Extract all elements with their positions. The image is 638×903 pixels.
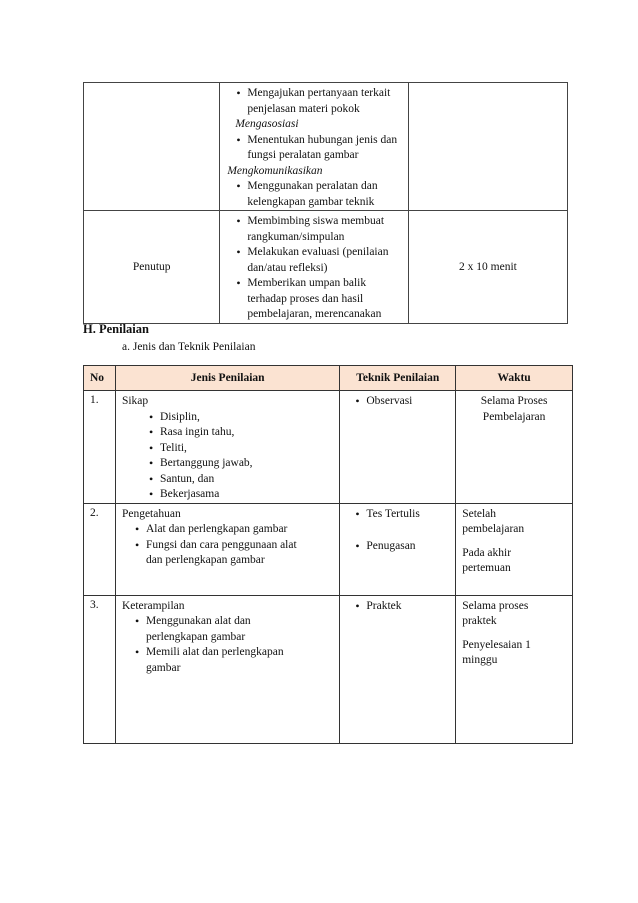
section-heading: H. Penilaian — [83, 322, 149, 336]
list-item: • Menggunakan alat dan perlengkapan gambar — [146, 614, 339, 645]
jenis-cell — [115, 595, 339, 743]
phase-label: Mengasosiasi — [235, 118, 299, 130]
activity-time-cell — [408, 83, 567, 211]
header-jenis: Jenis Penilaian — [115, 366, 339, 391]
header-no: No — [84, 366, 116, 391]
list-item: • Melakukan evaluasi (penilaian dan/atau refleksi) — [247, 245, 408, 276]
teknik-cell — [340, 595, 456, 743]
jenis-title: Sikap — [121, 395, 149, 407]
header-teknik: Teknik Penilaian — [340, 366, 456, 391]
list-item: • Bekerjasama — [160, 487, 339, 503]
sub-heading: a. Jenis dan Teknik Penilaian — [122, 341, 256, 353]
row-number: 1. — [84, 391, 116, 504]
teknik-cell — [340, 503, 456, 595]
waktu-cell: Setelah pembelajaran Pada akhir pertemuan — [456, 503, 573, 595]
waktu-cell: Selama Proses Pembelajaran — [456, 391, 573, 504]
row-number: 3. — [84, 595, 116, 743]
waktu-cell: Selama proses praktek Penyelesaian 1 minggu — [456, 595, 573, 743]
activity-detail-cell — [220, 83, 409, 211]
list-item: • Rasa ingin tahu, — [160, 425, 339, 441]
list-item: • Bertanggung jawab, — [160, 456, 339, 472]
jenis-title: Pengetahuan — [121, 507, 181, 520]
stage-label: Penutup — [84, 211, 220, 324]
list-item: • Fungsi dan cara penggunaan alat dan perlengkapan gambar — [146, 538, 339, 569]
table-row — [84, 391, 573, 504]
jenis-cell — [115, 391, 339, 504]
list-item: • Penugasan — [366, 539, 455, 555]
list-item: • Mengajukan pertanyaan terkait penjelasan materi pokok — [247, 86, 408, 117]
activity-table — [83, 82, 568, 324]
jenis-cell — [115, 503, 339, 595]
row-number: 2. — [84, 503, 116, 595]
list-item: • Disiplin, — [160, 410, 339, 426]
list-item: • Menggunakan peralatan dan kelengkapan gambar teknik — [247, 179, 408, 210]
list-item: • Praktek — [366, 599, 455, 615]
table-row — [84, 595, 573, 743]
jenis-title: Keterampilan — [121, 599, 185, 612]
assessment-table — [83, 365, 573, 744]
activity-stage-cell — [84, 83, 220, 211]
list-item: • Teliti, — [160, 441, 339, 457]
list-item: • Tes Tertulis — [366, 507, 455, 523]
list-item: • Memili alat dan perlengkapan gambar — [146, 645, 339, 676]
teknik-cell — [340, 391, 456, 504]
list-item: • Memberikan umpan balik terhadap proses dan hasil pembelajaran, merencanakan — [247, 276, 408, 323]
list-item: • Membimbing siswa membuat rangkuman/simpulan — [247, 214, 408, 245]
table-header-row — [84, 366, 573, 391]
list-item: • Menentukan hubungan jenis dan fungsi peralatan gambar — [247, 133, 408, 164]
activity-detail-cell — [220, 211, 409, 324]
list-item: • Observasi — [366, 394, 455, 410]
header-waktu: Waktu — [456, 366, 573, 391]
list-item: • Santun, dan — [160, 472, 339, 488]
time-allocation: 2 x 10 menit — [408, 211, 567, 324]
phase-label: Mengkomunikasikan — [227, 164, 323, 177]
table-row — [84, 503, 573, 595]
list-item: • Alat dan perlengkapan gambar — [146, 522, 339, 538]
